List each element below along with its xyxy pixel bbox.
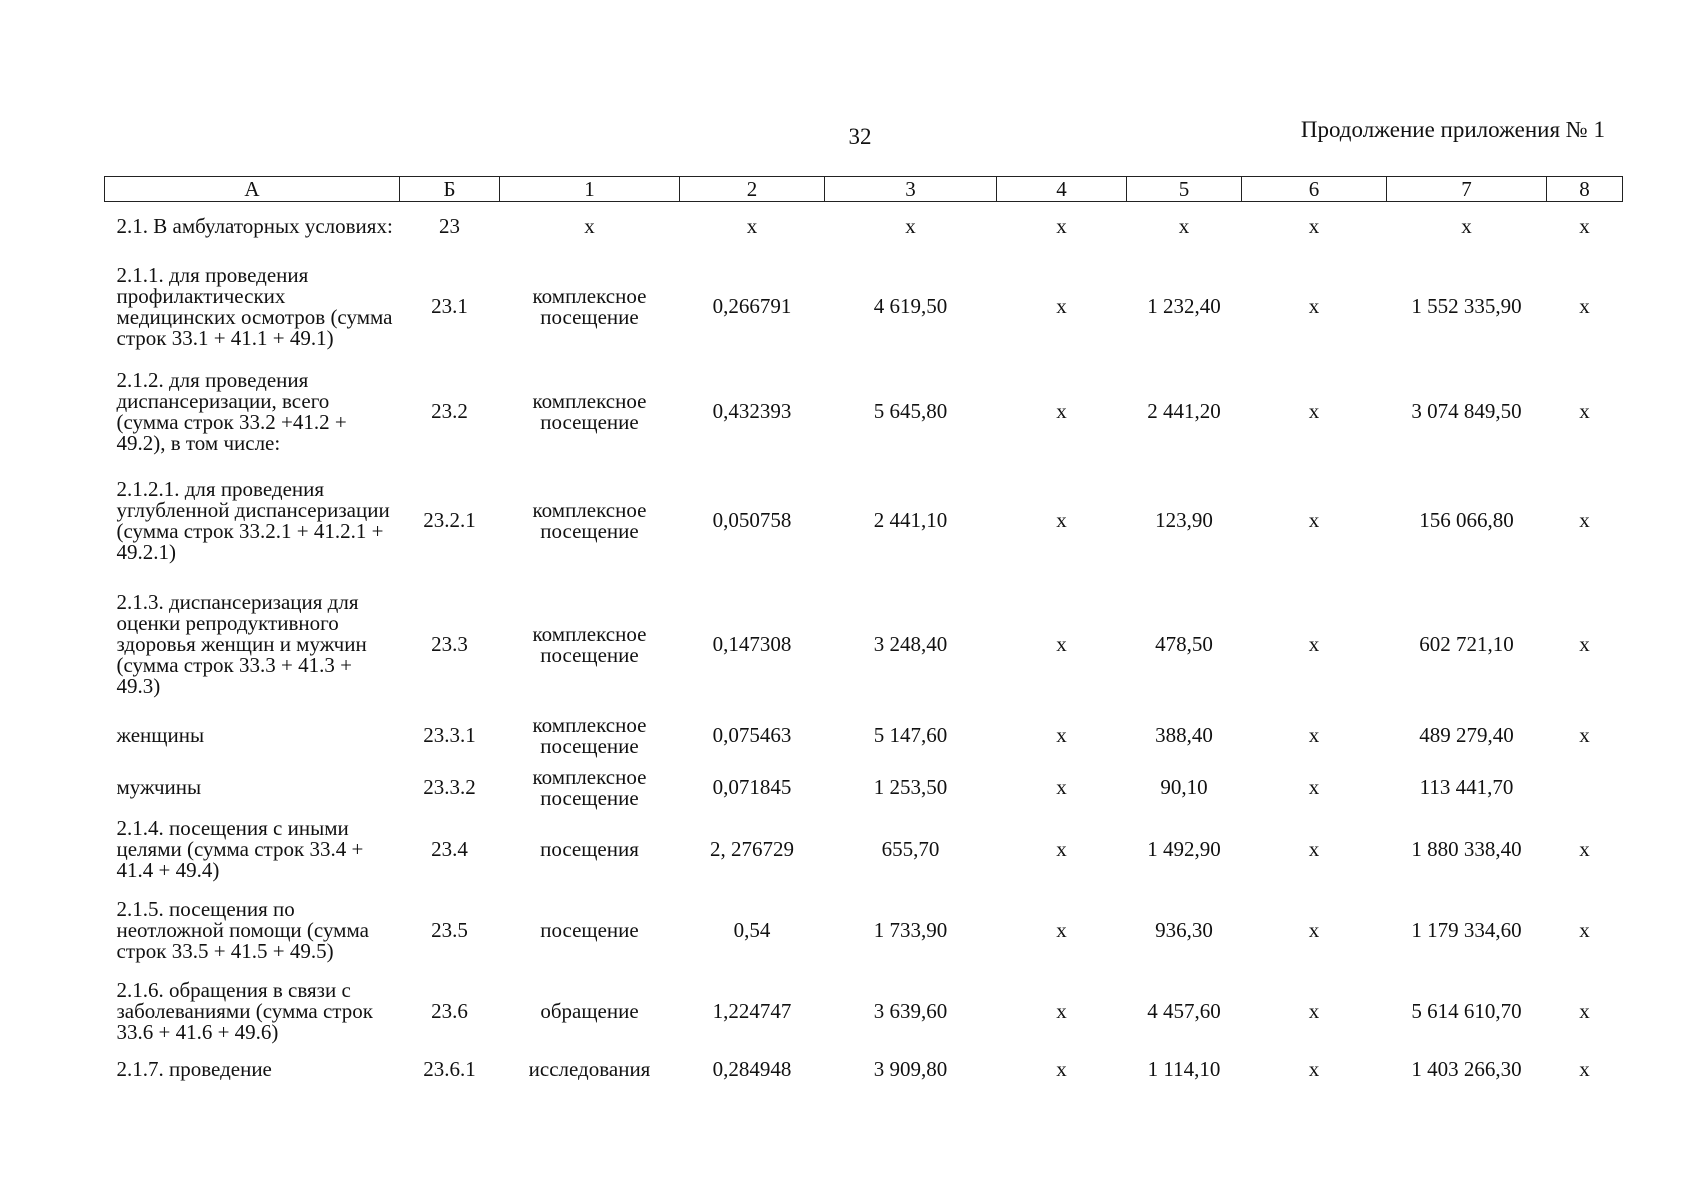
table-cell: 1 403 266,30 (1411, 1057, 1522, 1081)
column-header-8: 7 (1387, 177, 1547, 202)
table-cell: х (1308, 918, 1320, 942)
table-cell: х (1308, 214, 1320, 239)
table-cell: х (1308, 1057, 1320, 1081)
table-cell: посещения (540, 837, 639, 861)
table-row (105, 462, 1623, 580)
row-label: мужчины (116, 775, 202, 799)
table-cell: х (1461, 214, 1472, 239)
table-cell: исследования (528, 1057, 651, 1081)
row-label: 2.1.1. для проведения профилактических медицинских осмотров (сумма строк 33.1 + 41.1 + 49.1) (116, 262, 393, 350)
table-cell: х (1579, 294, 1590, 318)
row-label: 2.1.2. для проведения диспансеризации, всего (сумма строк 33.2 +41.2 + 49.2), в том числе: (116, 367, 347, 455)
table-cell: х (1579, 918, 1590, 942)
table-cell: 1 880 338,40 (1411, 837, 1522, 861)
table-row (105, 202, 1623, 252)
table-cell: х (1056, 214, 1067, 239)
table-cell: 123,90 (1155, 508, 1213, 532)
table-cell: х (1308, 508, 1320, 532)
table-cell: х (1056, 918, 1067, 942)
column-header-0: А (105, 177, 400, 202)
row-label: 2.1.2.1. для проведения углубленной диспансеризации (сумма строк 33.2.1 + 41.2.1 + 49.2.1) (116, 476, 390, 564)
table-cell: 3 909,80 (873, 1057, 948, 1081)
continuation-label: Продолжение приложения № 1 (1300, 117, 1605, 142)
table-cell: х (1579, 723, 1590, 747)
table-cell: 655,70 (881, 837, 940, 861)
table-cell: 602 721,10 (1419, 632, 1514, 656)
table-cell: 1 253,50 (873, 775, 948, 799)
table-cell: 5 614 610,70 (1411, 999, 1522, 1023)
table-cell: 0,071845 (712, 775, 792, 799)
table-cell: х (1056, 1057, 1067, 1081)
table-cell: х (1056, 837, 1067, 861)
row-label: 2.1.6. обращения в связи с заболеваниями (сумма строк 33.6 + 41.6 + 49.6) (116, 978, 373, 1044)
table-cell: 5 645,80 (873, 399, 948, 423)
table-cell: 5 147,60 (873, 723, 948, 747)
table-cell: 23.6.1 (423, 1057, 476, 1081)
table-cell: комплексное посещение (532, 497, 647, 543)
table-cell: 90,10 (1160, 775, 1208, 799)
table-cell: х (1178, 214, 1190, 239)
table-cell: х (1579, 399, 1590, 423)
table-cell: 0,075463 (712, 723, 792, 747)
table-cell: 23.3.1 (423, 723, 476, 747)
table-cell: 489 279,40 (1419, 723, 1514, 747)
table-cell: 156 066,80 (1419, 508, 1514, 532)
table-cell: 1 114,10 (1147, 1057, 1221, 1081)
table-cell: 936,30 (1155, 918, 1213, 942)
column-header-9: 8 (1547, 177, 1623, 202)
row-label: 2.1. В амбулаторных условиях: (116, 214, 393, 239)
table-cell: 23.3 (431, 632, 468, 656)
table-cell: обращение (540, 999, 639, 1023)
table-cell: х (1579, 1057, 1590, 1081)
table-cell: х (584, 214, 595, 239)
table-cell: 0,147308 (712, 632, 792, 656)
table-cell: 1,224747 (712, 999, 792, 1023)
row-label: 2.1.5. посещения по неотложной помощи (сумма строк 33.5 + 41.5 + 49.5) (116, 897, 369, 963)
table-cell: 3 639,60 (873, 999, 948, 1023)
table-cell: х (1579, 632, 1590, 656)
table-cell: х (1056, 999, 1067, 1023)
row-label: 2.1.4. посещения с иными целями (сумма строк 33.4 + 41.4 + 49.4) (116, 816, 364, 882)
table-cell: х (1056, 399, 1067, 423)
table-cell: комплексное посещение (532, 712, 647, 758)
table-cell: 3 248,40 (873, 632, 948, 656)
table-cell: 2, 276729 (710, 837, 794, 861)
table-cell: х (905, 214, 916, 239)
column-header-5: 4 (997, 177, 1127, 202)
table-cell: 1 232,40 (1147, 294, 1221, 318)
table-cell: х (1579, 508, 1590, 532)
table-row (105, 1048, 1623, 1092)
table-cell: х (1308, 999, 1320, 1023)
table-cell: х (1056, 508, 1067, 532)
table-cell: х (746, 214, 758, 239)
table-row (105, 762, 1623, 814)
table-cell: 23.2 (431, 399, 468, 423)
table-cell: комплексное посещение (532, 388, 647, 434)
table-cell (1547, 762, 1623, 814)
table-cell: 478,50 (1155, 632, 1213, 656)
table-cell: 23.6 (431, 999, 468, 1023)
table-cell: 1 733,90 (873, 918, 948, 942)
column-header-7: 6 (1242, 177, 1387, 202)
table-cell: х (1579, 214, 1590, 239)
table-cell: 4 457,60 (1147, 999, 1221, 1023)
table-cell: 23.2.1 (423, 508, 476, 532)
table-cell: 23.4 (431, 837, 468, 861)
table-cell: 3 074 849,50 (1411, 399, 1522, 423)
page-number: 32 (848, 124, 872, 149)
table-cell: х (1308, 775, 1320, 799)
table-cell: 0,050758 (712, 508, 792, 532)
row-label: 2.1.7. проведение (116, 1057, 272, 1081)
column-header-4: 3 (825, 177, 997, 202)
table-cell: комплексное посещение (532, 621, 647, 667)
table-row (105, 710, 1623, 762)
row-label: 2.1.3. диспансеризация для оценки репродуктивного здоровья женщин и мужчин (сумма строк 33.3 + 41.3 + 49.3) (116, 590, 367, 698)
table-cell: посещение (540, 918, 639, 942)
table-cell: 2 441,20 (1147, 399, 1221, 423)
row-label: женщины (116, 723, 205, 747)
table-cell: 113 441,70 (1419, 775, 1514, 799)
table-cell: х (1056, 775, 1067, 799)
table-cell: х (1579, 999, 1590, 1023)
column-header-2: 1 (500, 177, 680, 202)
table-cell: 23 (439, 214, 460, 239)
table-row (105, 886, 1623, 976)
table-cell: 0,266791 (712, 294, 792, 318)
table-row (105, 580, 1623, 710)
table-cell: 0,432393 (712, 399, 792, 423)
table-cell: х (1056, 723, 1067, 747)
table-cell: х (1579, 837, 1590, 861)
table-cell: х (1308, 632, 1320, 656)
table-cell: 1 492,90 (1147, 837, 1221, 861)
table-row (105, 976, 1623, 1048)
table-cell: 0,284948 (712, 1057, 792, 1081)
table-row (105, 362, 1623, 462)
column-header-6: 5 (1127, 177, 1242, 202)
column-header-1: Б (400, 177, 500, 202)
table-cell: х (1308, 723, 1320, 747)
column-header-row (105, 177, 1623, 202)
table-cell: 23.5 (431, 918, 468, 942)
financing-table (104, 176, 1623, 1092)
table-row (105, 814, 1623, 886)
column-header-3: 2 (680, 177, 825, 202)
table-row (105, 252, 1623, 362)
table-cell: 4 619,50 (873, 294, 948, 318)
table-cell: х (1308, 399, 1320, 423)
table-cell: 2 441,10 (873, 508, 948, 532)
table-cell: 1 179 334,60 (1411, 918, 1522, 942)
table-cell: 23.3.2 (423, 775, 476, 799)
table-cell: 1 552 335,90 (1411, 294, 1522, 318)
table-cell: х (1056, 294, 1067, 318)
table-cell: х (1056, 632, 1067, 656)
table-cell: комплексное посещение (532, 764, 647, 810)
table-cell: 388,40 (1155, 723, 1213, 747)
table-body (105, 202, 1623, 1092)
table-cell: 23.1 (431, 294, 468, 318)
table-cell: комплексное посещение (532, 283, 647, 329)
table-cell: х (1308, 294, 1320, 318)
table-cell: х (1308, 837, 1320, 861)
table-cell: 0,54 (733, 918, 771, 942)
